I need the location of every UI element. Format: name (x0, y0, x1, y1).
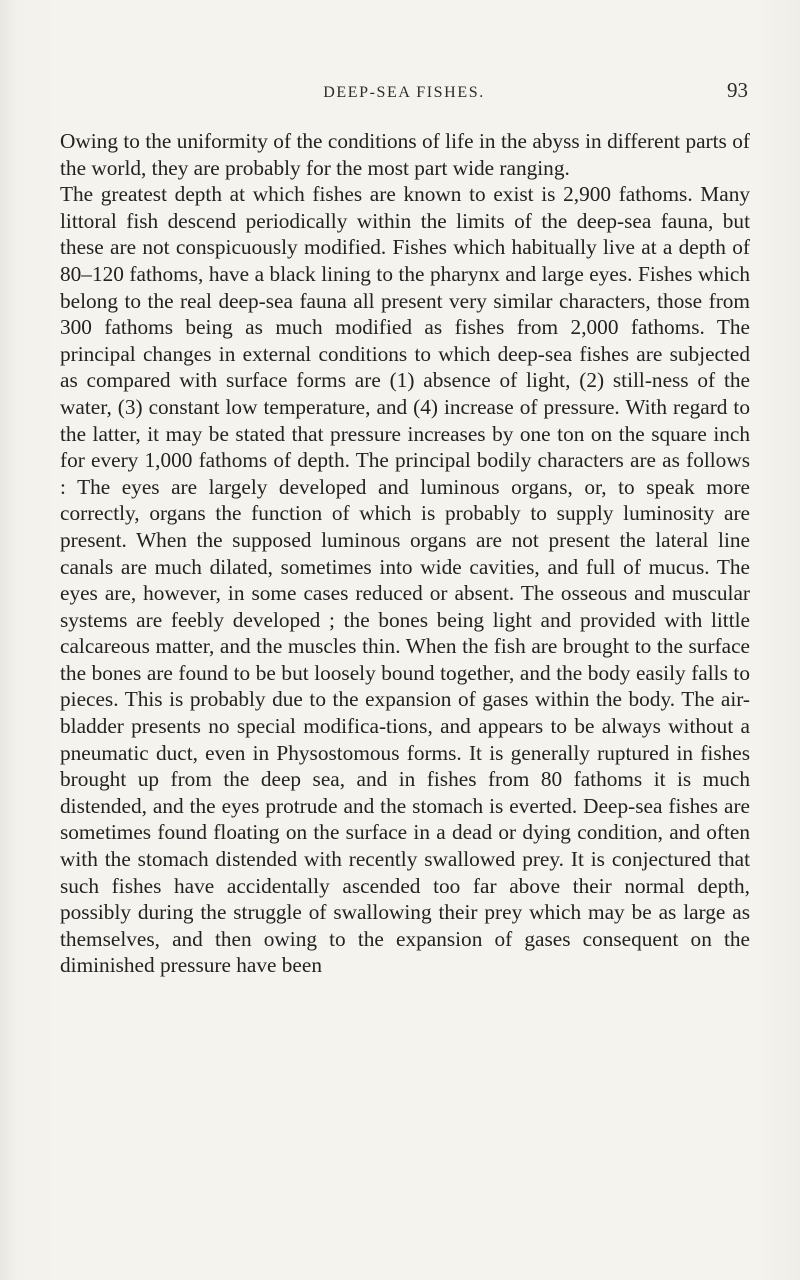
paragraph-main: The greatest depth at which fishes are known to exist is 2,900 fathoms. Many littoral fish descend periodically within the limits of the deep-sea fauna, but these are not conspicuously modified. Fishes which habitually live at a depth of 80–120 fathoms, have a black lining to the pharynx and large eyes. Fishes which belong to the real deep-sea fauna all present very similar characters, those from 300 fathoms being as much modified as fishes from 2,000 fathoms. The principal changes in external conditions to which deep-sea fishes are subjected as compared with surface forms are (1) absence of light, (2) still-ness of the water, (3) constant low temperature, and (4) increase of pressure. With regard to the latter, it may be stated that pressure increases by one ton on the square inch for every 1,000 fathoms of depth. The principal bodily characters are as follows : The eyes are largely developed and luminous organs, or, to speak more correctly, organs the function of which is probably to supply luminosity are present. When the supposed luminous organs are not present the lateral line canals are much dilated, sometimes into wide cavities, and full of mucus. The eyes are, however, in some cases reduced or absent. The osseous and muscular systems are feebly developed ; the bones being light and provided with little calcareous matter, and the muscles thin. When the fish are brought to the surface the bones are found to be but loosely bound together, and the body easily falls to pieces. This is probably due to the expansion of gases within the body. The air-bladder presents no special modifica-tions, and appears to be always without a pneumatic duct, even in Physostomous forms. It is generally ruptured in fishes brought up from the deep sea, and in fishes from 80 fathoms it is much distended, and the eyes protrude and the stomach is everted. Deep-sea fishes are sometimes found floating on the surface in a dead or dying condition, and often with the stomach distended with recently swallowed prey. It is conjectured that such fishes have accidentally ascended too far above their normal depth, possibly during the struggle of swallowing their prey which may be as large as themselves, and then owing to the expansion of gases consequent on the diminished pressure have been (60, 182, 750, 978)
page-header (60, 78, 748, 112)
paragraph-intro: Owing to the uniformity of the conditions of life in the abyss in different parts of the world, they are probably for the most part wide ranging. (60, 129, 750, 180)
page-number: 93 (727, 78, 748, 102)
running-head: DEEP-SEA FISHES. (323, 84, 485, 101)
body-text (60, 128, 750, 979)
